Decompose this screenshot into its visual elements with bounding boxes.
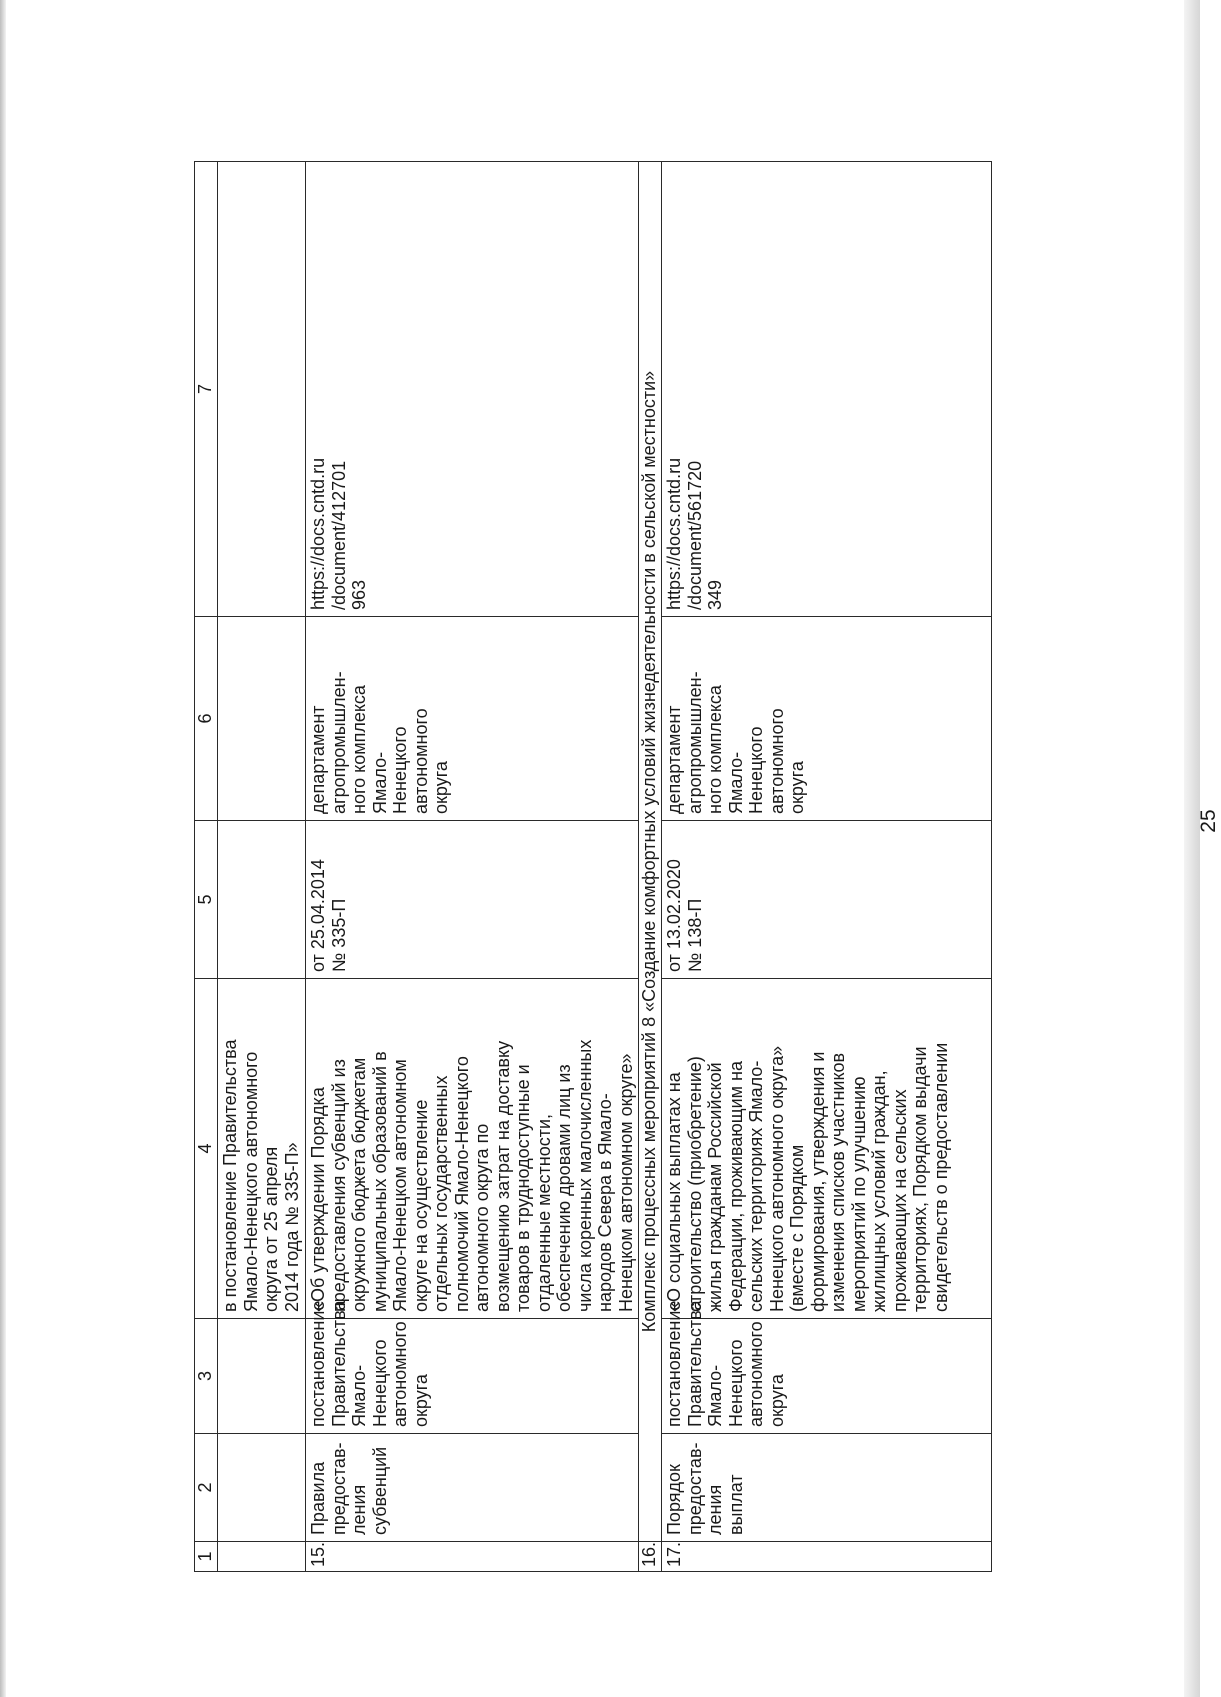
- cell-continuation-num: [218, 1542, 306, 1572]
- header-cell-5: 5: [195, 821, 218, 979]
- cell-continuation-title: в постановление Правительства Ямало-Ненецкого автономного округа от 25 апреля 2014 года № 335-П»: [218, 979, 306, 1319]
- row15-number: 15.: [306, 1542, 639, 1572]
- table-row-17: [662, 162, 992, 1572]
- table-row-16: [639, 162, 662, 1572]
- document-table: [194, 161, 992, 1572]
- row16-number: 16.: [639, 1542, 662, 1572]
- cell-continuation-agency: [218, 617, 306, 821]
- row15-link[interactable]: https://docs.cntd.ru /document/412701 963: [306, 162, 639, 617]
- header-cell-4: 4: [195, 979, 218, 1319]
- row15-agency: департамент агропромышлен- ного комплекса Ямало- Ненецкого автономного округа: [306, 617, 639, 821]
- row17-agency: департамент агропромышлен- ного комплекса Ямало- Ненецкого автономного округа: [662, 617, 992, 821]
- row17-doc-type: постановление Правительства Ямало- Ненецкого автономного округа: [662, 1319, 992, 1434]
- row15-name: Правила предостав- ления субвенций: [306, 1434, 639, 1542]
- header-cell-7: 7: [195, 162, 218, 617]
- scan-shadow-left: [0, 0, 6, 1697]
- row17-link[interactable]: https://docs.cntd.ru /document/561720 349: [662, 162, 992, 617]
- table-row-15: [306, 162, 639, 1572]
- header-row: [195, 162, 218, 1572]
- row17-doc-date: от 13.02.2020 № 138-П: [662, 821, 992, 979]
- header-cell-3: 3: [195, 1319, 218, 1434]
- row15-doc-type: постановление Правительства Ямало- Ненецкого автономного округа: [306, 1319, 639, 1434]
- cell-continuation-type: [218, 1319, 306, 1434]
- header-cell-1: 1: [195, 1542, 218, 1572]
- header-cell-2: 2: [195, 1434, 218, 1542]
- row17-doc-title: «О социальных выплатах на строительство (приобретение) жилья гражданам Российской Федерации, проживающим на сельских территориях Ямало- Ненецкого автономного округа» (вместе с Порядком формирования, утверждения и изменения списков участников мероприятий по улучшению жилищных условий граждан, проживающих на сельских территориях, Порядком выдачи свидетельств о предоставлении: [662, 979, 992, 1319]
- row15-doc-date: от 25.04.2014 № 335-П: [306, 821, 639, 979]
- row17-number: 17.: [662, 1542, 992, 1572]
- page-number: 25: [1197, 809, 1220, 833]
- row15-doc-title: «Об утверждении Порядка предоставления субвенций из окружного бюджета бюджетам муниципальных образований в Ямало-Ненецком автономном округе на осуществление отдельных государственных полномочий Ямало-Ненецкого автономного округа по возмещению затрат на доставку товаров в труднодоступные и отдаленные местности, обеспечению дровами лиц из числа коренных малочисленных народов Севера в Ямало- Ненецком автономном округе»: [306, 979, 639, 1319]
- cell-continuation-date: [218, 821, 306, 979]
- rotated-table-container: [194, 162, 1106, 1572]
- row16-section-title: Комплекс процессных мероприятий 8 «Создание комфортных условий жизнедеятельности в сельской местности»: [639, 162, 662, 1542]
- header-cell-6: 6: [195, 617, 218, 821]
- row17-name: Порядок предостав- ления выплат: [662, 1434, 992, 1542]
- table-row-continuation: [218, 162, 306, 1572]
- cell-continuation-link: [218, 162, 306, 617]
- cell-continuation-name: [218, 1434, 306, 1542]
